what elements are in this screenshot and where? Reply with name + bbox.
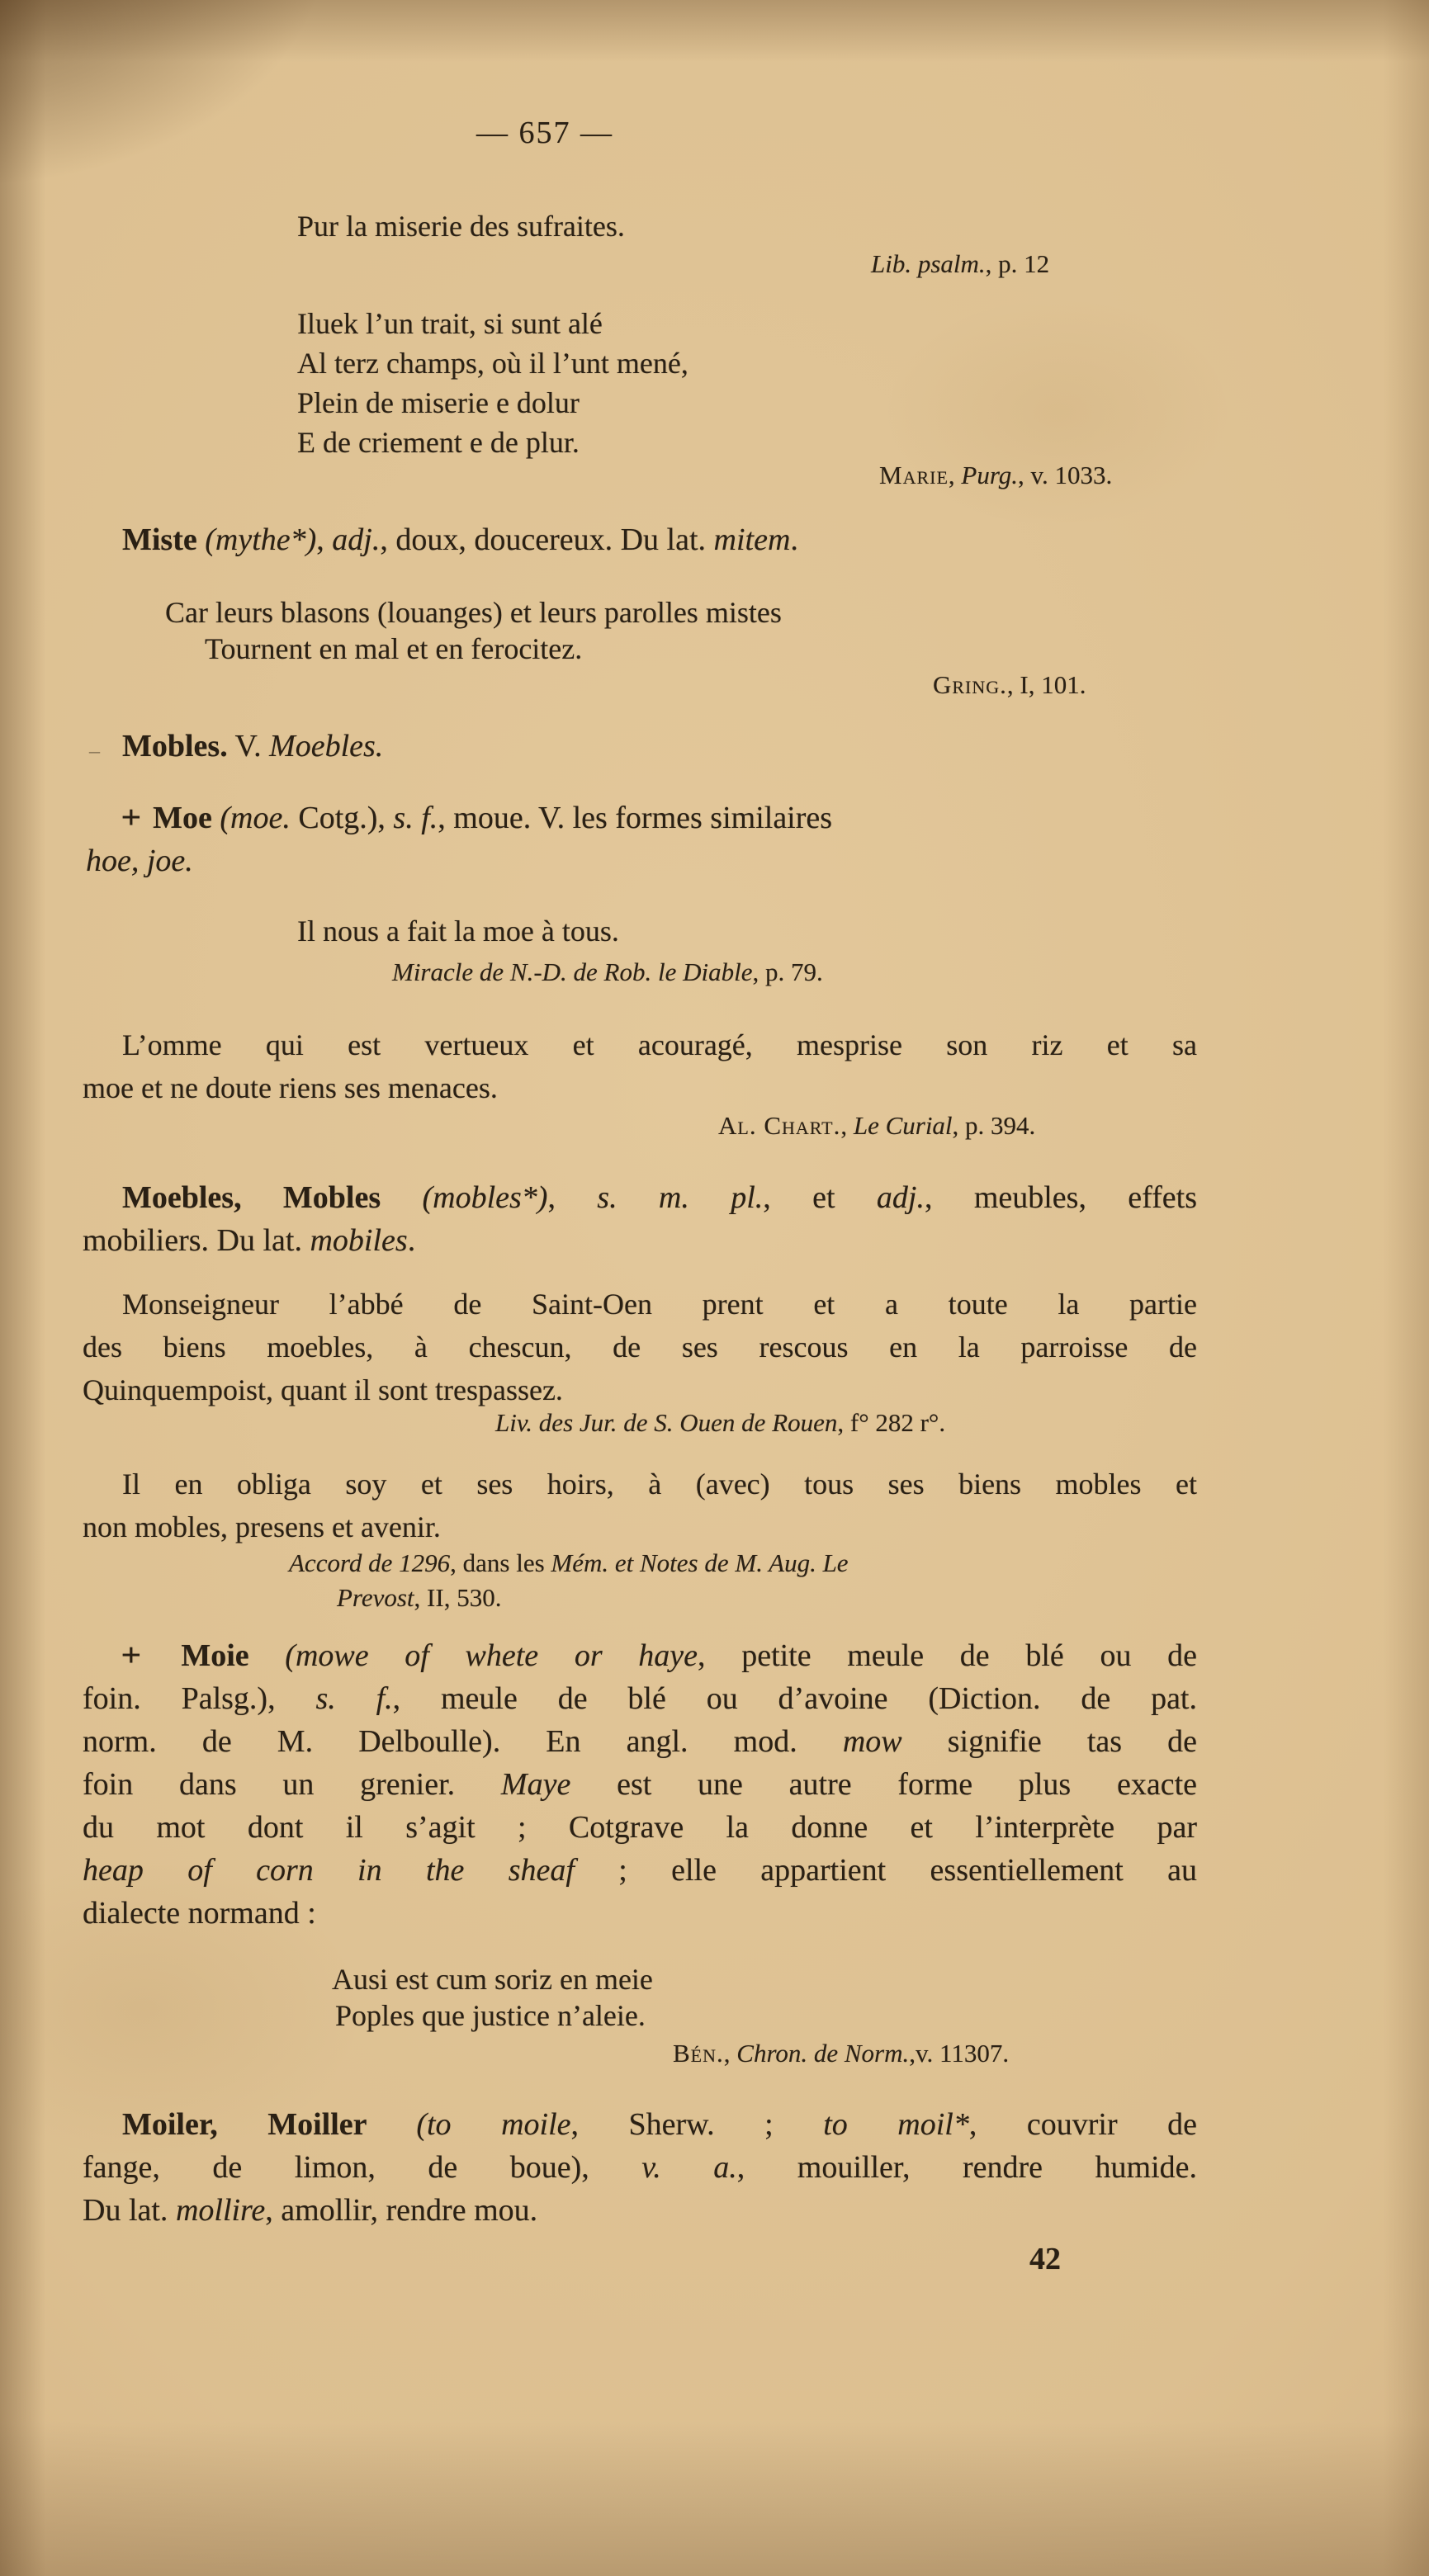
text-segment: Miste <box>122 522 206 557</box>
text-segment: foin dans un grenier. <box>83 1767 501 1802</box>
text-segment: (to moile <box>416 2107 571 2142</box>
quote-line <box>122 1288 1197 1321</box>
text-segment: (mythe*) <box>205 522 317 557</box>
text-segment: , moue. V. les formes similaires <box>438 801 833 835</box>
text-segment: Lib. psalm. <box>871 249 986 278</box>
text-segment: v. a. <box>641 2150 737 2185</box>
verse-line <box>335 1999 646 2033</box>
text-segment: , <box>948 461 962 489</box>
entry-text-line <box>83 1810 1197 1846</box>
text-segment: hoe, joe. <box>86 844 193 878</box>
verse-line <box>297 386 580 420</box>
text-segment: Gring. <box>933 670 1007 699</box>
entry-headword-line <box>122 729 383 765</box>
verse-line <box>297 307 603 341</box>
text-segment: Bén. <box>673 2039 724 2068</box>
text-segment: mollire <box>175 2193 266 2228</box>
text-segment: Du lat. <box>83 2193 176 2228</box>
entry-headword-line <box>122 2107 1197 2144</box>
text-segment: Miracle de N.-D. de Rob. le Diable <box>392 957 753 986</box>
text-segment: , amollir, rendre mou. <box>265 2193 538 2228</box>
verse-line <box>297 426 580 460</box>
quote-line <box>83 1331 1197 1364</box>
entry-text-line <box>83 1853 1197 1889</box>
text-segment: Accord de 1296 <box>289 1548 451 1577</box>
text-segment: Moie <box>144 1638 286 1673</box>
text-segment: Prevost <box>337 1583 414 1612</box>
text-segment: des biens moebles, à chescun, de ses rescous en la parroisse de <box>83 1331 1197 1364</box>
entry-text-line <box>83 1767 1197 1803</box>
text-segment: — 657 — <box>476 116 613 150</box>
printer-signature <box>1029 2242 1061 2278</box>
entry-text-line <box>83 1724 1197 1761</box>
text-segment: . <box>790 522 798 557</box>
citation <box>879 461 1112 490</box>
text-segment: , <box>723 2039 737 2068</box>
text-segment: , et <box>763 1180 877 1215</box>
text-segment: Moebles. <box>269 729 384 763</box>
text-segment: du mot dont il s’agit ; Cotgrave la donne et l’interprète par <box>83 1810 1197 1845</box>
text-segment: adj. <box>876 1180 925 1215</box>
text-segment: , meule de blé ou d’avoine (Diction. de pat. <box>392 1681 1197 1716</box>
text-segment: – <box>89 739 100 763</box>
entry-headword-line <box>122 1180 1197 1217</box>
text-segment: dialecte normand : <box>83 1896 316 1931</box>
text-segment: , mouiller, rendre humide. <box>736 2150 1198 2185</box>
text-segment: , <box>840 1111 854 1140</box>
text-segment: Mobles. <box>122 729 228 763</box>
text-segment: non mobles, presens et avenir. <box>83 1510 441 1543</box>
verse-line <box>297 347 688 380</box>
text-segment: mobiliers. Du lat. <box>83 1223 310 1258</box>
quote-line <box>297 210 625 243</box>
entry-headword-line <box>122 801 832 837</box>
text-segment: s. f. <box>315 1681 393 1716</box>
text-segment: adj. <box>332 522 381 557</box>
text-segment: mobiles <box>310 1223 408 1258</box>
text-segment: s. m. pl. <box>597 1180 764 1215</box>
text-segment: to moil* <box>823 2107 969 2142</box>
text-segment: , dans les <box>450 1548 551 1577</box>
quote-line <box>205 632 582 666</box>
text-segment: norm. de M. Delboulle). En angl. mod. <box>83 1724 843 1759</box>
text-segment: Monseigneur l’abbé de Saint-Oen prent et a toute la partie <box>122 1288 1197 1321</box>
text-segment: Al terz champs, où il l’unt mené, <box>297 347 688 380</box>
text-segment: , p. 394. <box>952 1111 1036 1140</box>
text-segment: L’omme qui est vertueux et acouragé, mesprise son riz et sa <box>122 1028 1197 1061</box>
text-segment: Quinquempoist, quant il sont trespassez. <box>83 1373 563 1406</box>
entry-text-line <box>86 844 193 880</box>
text-segment: Il en obliga soy et ses hoirs, à (avec) tous ses biens mobles et <box>122 1468 1197 1501</box>
text-segment: est une autre forme plus exacte <box>570 1767 1198 1802</box>
text-segment: Il nous a fait la moe à tous. <box>297 915 619 948</box>
text-segment: , v. 1033. <box>1018 461 1113 489</box>
text-segment: Tournent en mal et en ferocitez. <box>205 632 583 665</box>
text-segment: + <box>121 1637 142 1675</box>
text-segment: Purg. <box>961 461 1018 489</box>
text-segment: , <box>547 1180 598 1215</box>
quote-line <box>83 1071 498 1105</box>
text-segment: Moe <box>144 801 220 835</box>
text-segment: (mobles*) <box>422 1180 548 1215</box>
text-segment: , f° 282 r°. <box>837 1408 946 1437</box>
entry-text-line <box>83 1681 1197 1718</box>
citation <box>337 1583 501 1613</box>
text-segment: Marie <box>879 461 949 489</box>
text-segment: Plein de miserie e dolur <box>297 386 580 419</box>
text-segment: 42 <box>1029 2242 1061 2276</box>
entry-headword-line <box>122 1638 1197 1675</box>
text-segment: mitem <box>713 522 791 557</box>
text-segment: , petite meule de blé ou de <box>698 1638 1197 1673</box>
entry-headword-line <box>122 522 798 559</box>
text-segment: foin. Palsg.), <box>83 1681 316 1716</box>
text-segment: Le Curial <box>853 1111 953 1140</box>
text-segment: Al. Chart. <box>718 1111 841 1140</box>
text-segment: Mém. et Notes de M. Aug. Le <box>551 1548 849 1577</box>
text-segment: (mowe of whete or haye <box>285 1638 698 1673</box>
citation <box>495 1408 945 1438</box>
text-segment: Iluek l’un trait, si sunt alé <box>297 307 603 340</box>
text-segment: ; elle appartient essentiellement au <box>618 1853 1197 1888</box>
text-segment: , II, 530. <box>414 1583 502 1612</box>
entry-text-line <box>83 1223 415 1260</box>
text-segment: Liv. des Jur. de S. Ouen de Rouen <box>495 1408 838 1437</box>
text-segment: mow <box>842 1724 902 1759</box>
text-segment: Chron. de Norm. <box>736 2039 910 2068</box>
entry-text-line <box>83 2193 537 2229</box>
entry-text-line <box>83 1896 316 1932</box>
quote-line <box>83 1373 563 1407</box>
text-segment: Maye <box>500 1767 571 1802</box>
text-segment: , I, 101. <box>1006 670 1086 699</box>
text-segment: . <box>407 1223 416 1258</box>
citation <box>933 670 1086 700</box>
quote-line <box>83 1510 441 1544</box>
citation <box>871 249 1049 279</box>
page-number-header <box>83 116 1007 152</box>
text-segment: Poples que justice n’aleie. <box>335 1999 646 2032</box>
text-segment: Moiler, Moiller <box>122 2107 417 2142</box>
text-segment: , p. 12 <box>985 249 1050 278</box>
text-segment: , <box>316 522 333 557</box>
entry-text-line <box>83 2150 1197 2186</box>
verse-line <box>332 1963 653 1997</box>
text-segment: Ausi est cum soriz en meie <box>332 1963 653 1996</box>
quote-line <box>122 1028 1197 1062</box>
text-segment: Car leurs blasons (louanges) et leurs parolles mistes <box>165 596 782 629</box>
text-segment: fange, de limon, de boue), <box>83 2150 642 2185</box>
quote-line <box>122 1468 1197 1501</box>
text-segment: s. f. <box>393 801 438 835</box>
text-segment: , Sherw. ; <box>570 2107 824 2142</box>
ink-speck <box>89 739 100 763</box>
text-segment: signifie tas de <box>901 1724 1198 1759</box>
text-segment: E de criement e de plur. <box>297 426 580 459</box>
citation <box>289 1548 849 1578</box>
text-segment: , doux, doucereux. Du lat. <box>380 522 714 557</box>
text-segment: (moe. <box>220 801 291 835</box>
text-segment: Moebles, Mobles <box>122 1180 423 1215</box>
text-segment: Cotg.), <box>290 801 394 835</box>
quote-line <box>297 915 619 948</box>
text-segment: Pur la miserie des sufraites. <box>297 210 625 243</box>
text-segment: moe et ne doute riens ses menaces. <box>83 1071 498 1104</box>
text-segment: , couvrir de <box>968 2107 1198 2142</box>
text-segment: , p. 79. <box>752 957 823 986</box>
text-segment: V. <box>227 729 270 763</box>
citation <box>392 957 823 987</box>
quote-line <box>165 596 782 630</box>
citation <box>673 2039 1009 2068</box>
text-segment: , meubles, effets <box>924 1180 1197 1215</box>
text-segment: + <box>121 799 142 837</box>
text-segment: heap of corn in the sheaf <box>83 1853 619 1888</box>
citation <box>718 1111 1035 1141</box>
text-segment: ,v. 11307. <box>909 2039 1010 2068</box>
